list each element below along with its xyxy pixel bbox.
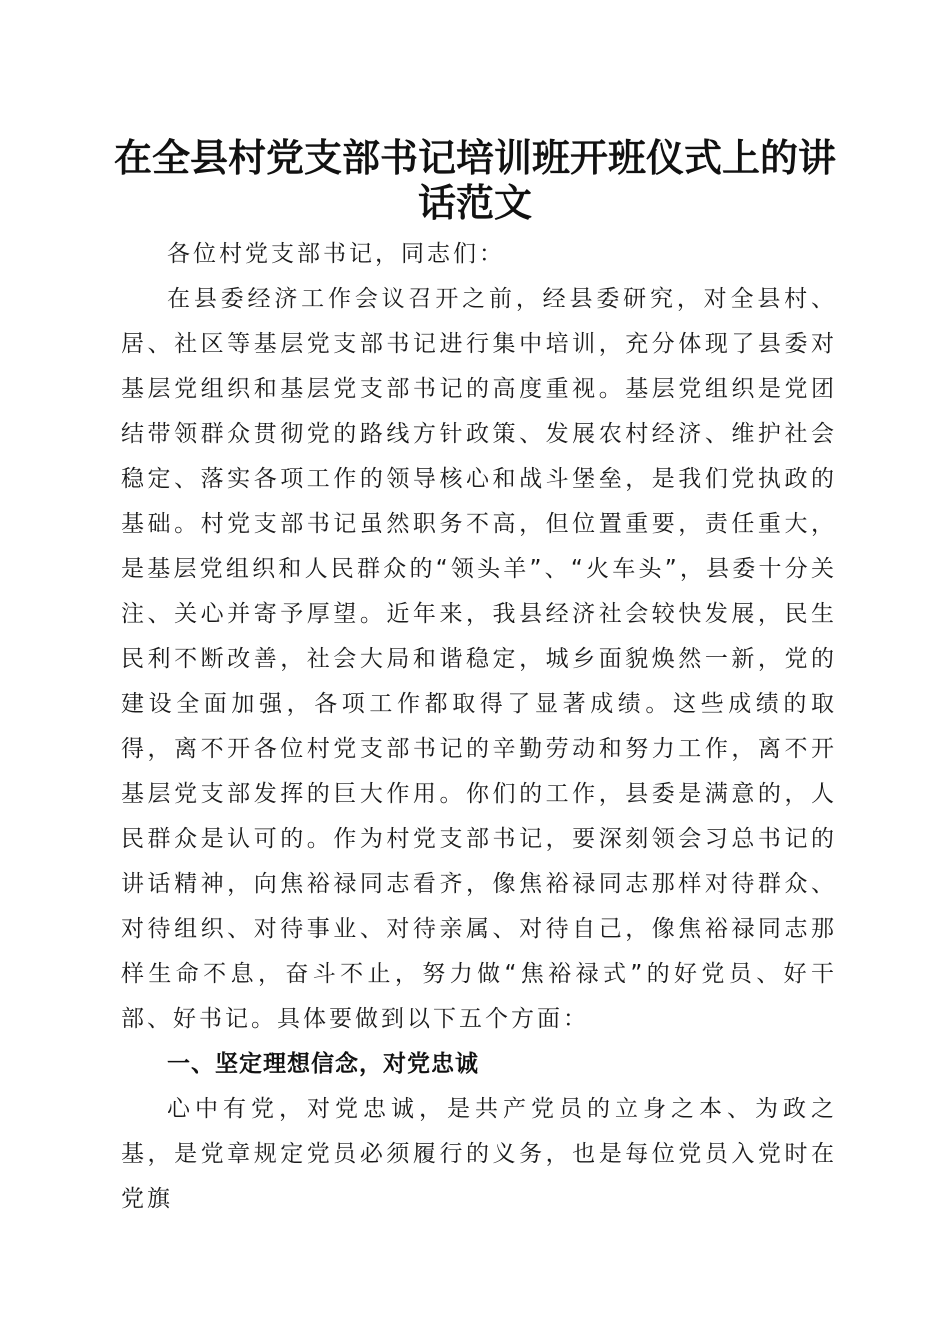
- opening-paragraph: 在县委经济工作会议召开之前，经县委研究，对全县村、居、社区等基层党支部书记进行集中培训，充分体现了县委对基层党组织和基层党支部书记的高度重视。基层党组织是党团结带领群众贯彻党的路线方针政策、发展农村经济、维护社会稳定、落实各项工作的领导核心和战斗堡垒，是我们党执政的基础。村党支部书记虽然职务不高，但位置重要，责任重大，是基层党组织和人民群众的“领头羊”、“火车头”，县委十分关注、关心并寄予厚望。近年来，我县经济社会较快发展，民生民利不断改善，社会大局和谐稳定，城乡面貌焕然一新，党的建设全面加强，各项工作都取得了显著成绩。这些成绩的取得，离不开各位村党支部书记的辛勤劳动和努力工作，离不开基层党支部发挥的巨大作用。你们的工作，县委是满意的，人民群众是认可的。作为村党支部书记，要深刻领会习总书记的讲话精神，向焦裕禄同志看齐，像焦裕禄同志那样对待群众、对待组织、对待事业、对待亲属、对待自己，像焦裕禄同志那样生命不息，奋斗不止，努力做“焦裕禄式”的好党员、好干部、好书记。具体要做到以下五个方面：: [121, 286, 837, 1032]
- salutation: 各位村党支部书记，同志们：: [167, 241, 505, 267]
- document-title: 在全县村党支部书记培训班开班仪式上的讲话范文: [113, 135, 836, 225]
- section-heading: 一、坚定理想信念，对党忠诚: [167, 1051, 479, 1077]
- section-paragraph: 心中有党，对党忠诚，是共产党员的立身之本、为政之基，是党章规定党员必须履行的义务，也是每位党员入党时在党旗: [121, 1096, 837, 1212]
- document-body: [121, 232, 837, 1222]
